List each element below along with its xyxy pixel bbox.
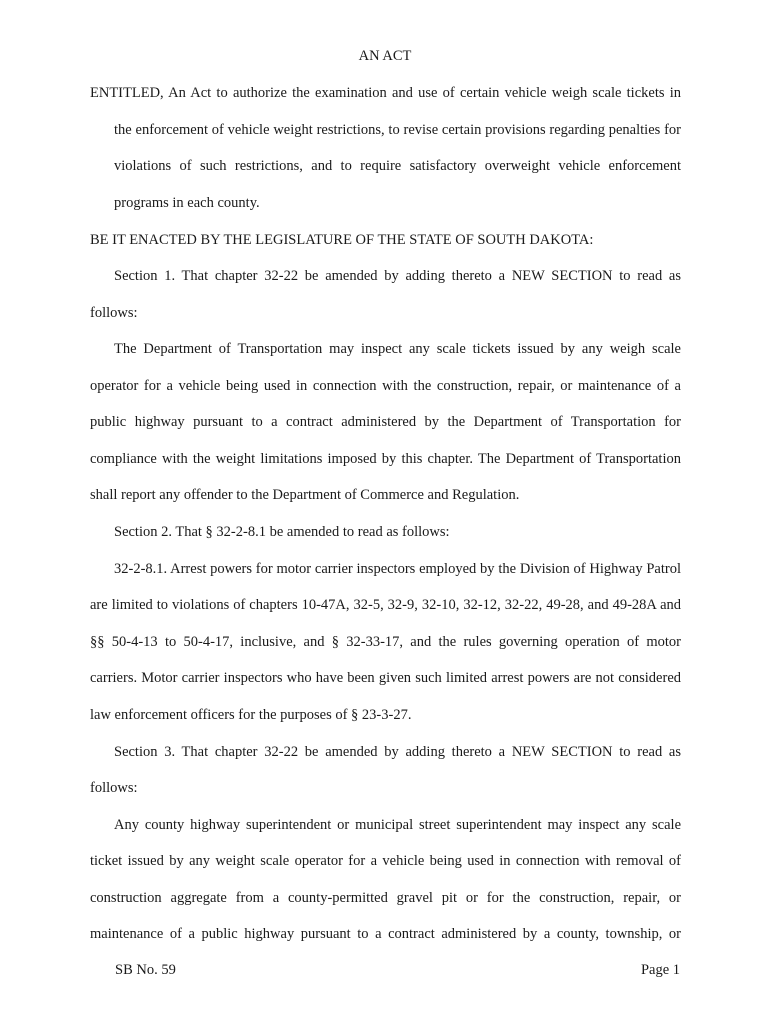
entitled-line-3: violations of such restrictions, and to require satisfactory overweight vehicle enforcement: [114, 158, 681, 174]
section-1-body-line-1: The Department of Transportation may inspect any scale tickets issued by any weigh scale: [114, 341, 681, 357]
section-2-heading: Section 2. That § 32-2-8.1 be amended to read as follows:: [114, 524, 450, 540]
section-1-heading-line-2: follows:: [90, 305, 138, 321]
entitled-line-2: the enforcement of vehicle weight restrictions, to revise certain provisions regarding penalties for: [114, 122, 681, 138]
section-3-body-line-4: maintenance of a public highway pursuant to a contract administered by a county, township, or: [90, 926, 681, 942]
page-number: Page 1: [640, 962, 680, 978]
section-3-heading-line-2: follows:: [90, 780, 138, 796]
document-title: AN ACT: [358, 48, 412, 64]
section-3-body-line-3: construction aggregate from a county-permitted gravel pit or for the construction, repair, or: [90, 890, 681, 906]
section-3-body-line-1: Any county highway superintendent or municipal street superintendent may inspect any scale: [114, 817, 681, 833]
section-1-body-line-4: compliance with the weight limitations imposed by this chapter. The Department of Transportation: [90, 451, 681, 467]
section-1-body-line-5: shall report any offender to the Department of Commerce and Regulation.: [90, 487, 520, 503]
section-2-body-line-1: 32-2-8.1. Arrest powers for motor carrier inspectors employed by the Division of Highway Patrol: [114, 561, 681, 577]
bill-number: SB No. 59: [115, 962, 176, 978]
enacting-clause: BE IT ENACTED BY THE LEGISLATURE OF THE STATE OF SOUTH DAKOTA:: [90, 232, 594, 248]
section-2-body-line-4: carriers. Motor carrier inspectors who have been given such limited arrest powers are not considered: [90, 670, 681, 686]
section-2-body-line-2: are limited to violations of chapters 10-47A, 32-5, 32-9, 32-10, 32-12, 32-22, 49-28, and 49-28A and: [90, 597, 681, 613]
entitled-line-4: programs in each county.: [114, 195, 260, 211]
section-2-body-line-3: §§ 50-4-13 to 50-4-17, inclusive, and § 32-33-17, and the rules governing operation of motor: [90, 634, 681, 650]
entitled-line-1: ENTITLED, An Act to authorize the examination and use of certain vehicle weigh scale tickets in: [90, 85, 681, 101]
section-3-heading-line-1: Section 3. That chapter 32-22 be amended by adding thereto a NEW SECTION to read as: [114, 744, 681, 760]
section-2-body-line-5: law enforcement officers for the purposes of § 23-3-27.: [90, 707, 412, 723]
section-3-body-line-2: ticket issued by any weight scale operator for a vehicle being used in connection with removal of: [90, 853, 681, 869]
section-1-body-line-3: public highway pursuant to a contract administered by the Department of Transportation for: [90, 414, 681, 430]
section-1-body-line-2: operator for a vehicle being used in connection with the construction, repair, or maintenance of a: [90, 378, 681, 394]
section-1-heading-line-1: Section 1. That chapter 32-22 be amended by adding thereto a NEW SECTION to read as: [114, 268, 681, 284]
